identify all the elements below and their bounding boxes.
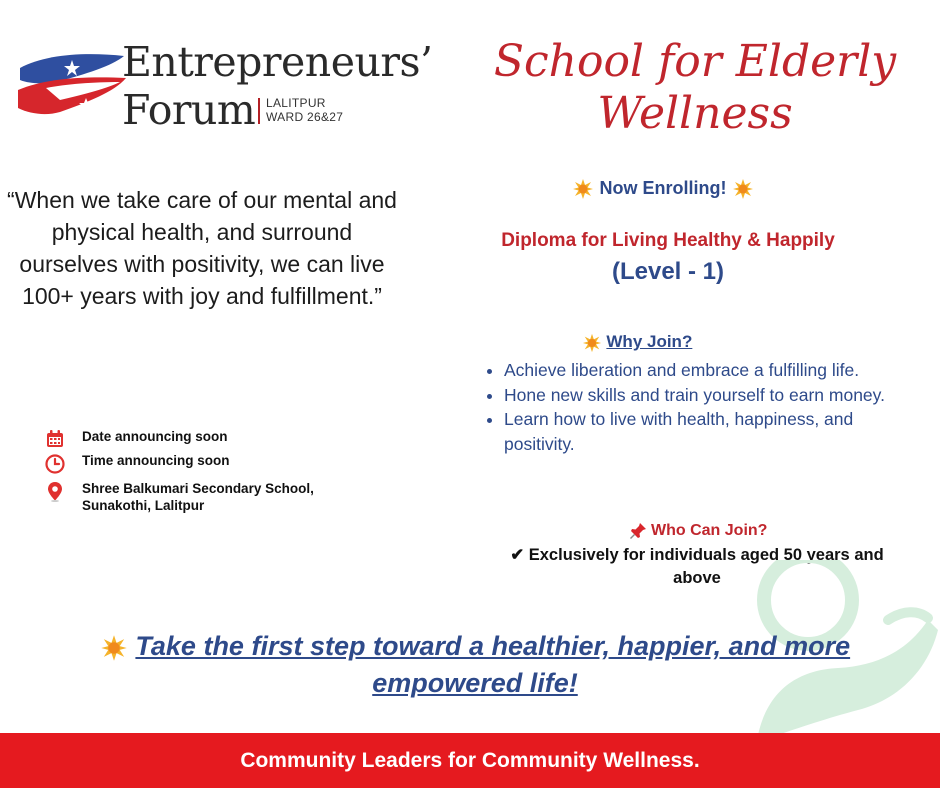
logo-divider: [258, 98, 260, 124]
logo-sub-line2: WARD 26&27: [266, 110, 344, 124]
cta-line1[interactable]: Take the first step toward a healthier, happier, and more: [135, 631, 851, 661]
logo-wordmark-top: Entrepreneurs’: [122, 38, 433, 86]
info-date-row: [44, 428, 228, 450]
list-item: • Learn how to live with health, happiness, and positivity.: [504, 407, 914, 456]
location-line1: Shree Balkumari Secondary School,: [82, 481, 314, 496]
logo-sub-line1: LALITPUR: [266, 96, 326, 110]
checkmark-icon: ✔: [510, 546, 525, 564]
who-can-join-label: Who Can Join?: [651, 522, 768, 540]
sun-icon: [582, 333, 602, 353]
title-line1: School for Elderly: [493, 36, 897, 87]
pushpin-icon: [629, 522, 647, 540]
program-level: (Level - 1): [611, 258, 725, 285]
program-title: Diploma for Living Healthy & Happily: [501, 230, 835, 251]
now-enrolling-banner: [470, 178, 856, 200]
info-time-text: Time announcing soon: [82, 453, 230, 468]
sun-icon: [572, 178, 594, 200]
why-join-heading: [470, 332, 804, 353]
info-location-text: [82, 480, 314, 514]
why-join-list: [482, 358, 914, 456]
flag-brush-logo-icon: [16, 48, 128, 128]
location-line2: Sunakothi, Lalitpur: [82, 498, 205, 513]
logo-wordmark-bottom: Forum: [122, 86, 256, 134]
page-title: [470, 36, 920, 140]
sun-icon: [732, 178, 754, 200]
footer-tagline: Community Leaders for Community Wellness.: [240, 749, 700, 772]
title-line2: Wellness: [597, 88, 793, 139]
calendar-icon: [44, 428, 66, 450]
quote: “When we take care of our mental and physical health, and surround ourselves with positivity, we can live 100+ years with joy and fulfillment.”: [7, 187, 397, 309]
info-time-row: [44, 452, 230, 474]
why-join-label: Why Join?: [606, 332, 693, 351]
cta-line2[interactable]: empowered life!: [372, 668, 578, 698]
call-to-action[interactable]: [60, 628, 890, 702]
who-can-join-text: Exclusively for individuals aged 50 years and above: [528, 546, 884, 587]
list-item: • Achieve liberation and embrace a fulfilling life.: [504, 358, 914, 383]
info-date-text: Date announcing soon: [82, 429, 228, 444]
location-pin-icon: [44, 480, 66, 502]
list-item: • Hone new skills and train yourself to earn money.: [504, 383, 914, 408]
logo-subtitle: [266, 96, 343, 124]
info-location-row: [44, 480, 314, 514]
now-enrolling-text: Now Enrolling!: [599, 178, 727, 198]
clock-icon: [44, 452, 66, 474]
who-can-join-heading: [520, 522, 876, 540]
sun-icon: [100, 634, 128, 662]
